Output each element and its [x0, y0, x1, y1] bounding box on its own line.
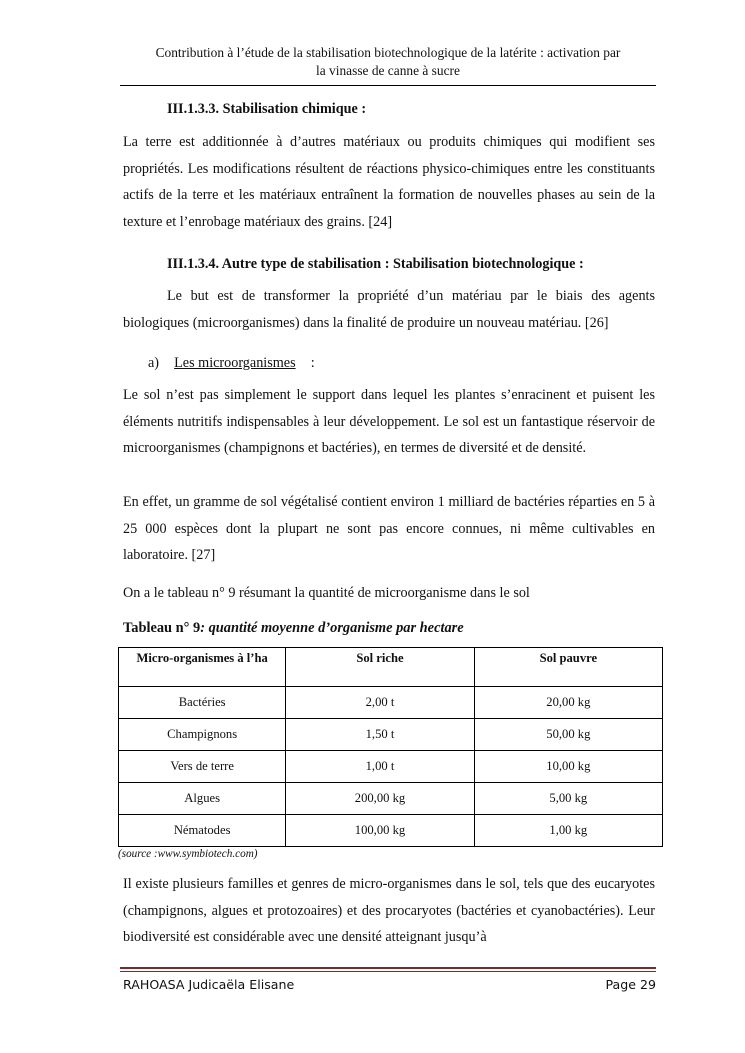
section-heading-stabilisation-biotechnologique: III.1.3.4. Autre type de stabilisation : Stabilisation biotechnologique :: [167, 256, 584, 272]
microorganism-table: [118, 647, 663, 847]
table-cell: Champignons: [119, 719, 286, 751]
column-header-sol-riche: Sol riche: [286, 648, 474, 687]
subsection-marker: a): [148, 355, 160, 371]
table-cell: 20,00 kg: [474, 687, 662, 719]
paragraph-stabilisation-chimique: La terre est additionnée à d’autres matériaux ou produits chimiques qui modifient ses propriétés. Les modifications résultent de réactions physico-chimiques entre les constituants actifs de la terre et les matériaux entraînent la formation de nouvelles phases au sein de la texture et l’enrobage matériaux des grains. [24]: [123, 134, 655, 230]
table-cell: 50,00 kg: [474, 719, 662, 751]
paragraph-familles-microorganismes: Il existe plusieurs familles et genres de micro-organismes dans le sol, tels que des eucaryotes (champignons, algues et protozoaires) et des procaryotes (bactéries et cyanobactéries). Leur biodiversité est considérable avec une densité atteignant jusqu’à: [123, 876, 655, 946]
table-cell: Bactéries: [119, 687, 286, 719]
table-cell: 1,00 t: [286, 751, 474, 783]
table-row: [119, 783, 663, 815]
running-header: [118, 44, 658, 80]
running-header-line-2: la vinasse de canne à sucre: [316, 63, 460, 78]
table-row: [119, 719, 663, 751]
table-cell: 100,00 kg: [286, 815, 474, 847]
subsection-title: Les microorganismes: [174, 355, 296, 371]
paragraph-stabilisation-biotechnologique: Le but est de transformer la propriété d’un matériau par le biais des agents biologiques (microorganismes) dans la finalité de produire un nouveau matériau. [26]: [123, 288, 655, 331]
table-caption-label: Tableau n° 9: [123, 620, 201, 636]
footer-rule-thick: [120, 967, 656, 969]
table-caption: [123, 620, 464, 637]
paragraph-sol-reservoir: Le sol n’est pas simplement le support dans lequel les plantes s’enracinent et puisent les éléments nutritifs indispensables à leur développement. Le sol est un fantastique réservoir de microorganismes (champignons et bactéries), en termes de diversité et de densité.: [123, 387, 655, 457]
table-header-row: [119, 648, 663, 687]
column-header-microorganismes: Micro-organismes à l’ha: [119, 648, 286, 687]
table-cell: 10,00 kg: [474, 751, 662, 783]
paragraph-tableau-intro: On a le tableau n° 9 résumant la quantité de microorganisme dans le sol: [123, 585, 530, 601]
footer-page-number: Page 29: [605, 977, 656, 992]
table-row: [119, 815, 663, 847]
table-cell: 200,00 kg: [286, 783, 474, 815]
running-header-line-1: Contribution à l’étude de la stabilisation biotechnologique de la latérite : activation par: [155, 45, 621, 60]
table-cell: 1,00 kg: [474, 815, 662, 847]
table-cell: Nématodes: [119, 815, 286, 847]
paragraph-gramme-de-sol: En effet, un gramme de sol végétalisé contient environ 1 milliard de bactéries réparties en 5 à 25 000 espèces dont la plupart ne sont pas encore connues, ni même cultivables en laboratoire. [27]: [123, 494, 655, 564]
table-row: [119, 687, 663, 719]
subsection-heading-microorganismes: [148, 355, 315, 372]
table-source: (source :www.symbiotech.com): [118, 848, 258, 860]
column-header-sol-pauvre: Sol pauvre: [474, 648, 662, 687]
table-cell: Vers de terre: [119, 751, 286, 783]
table-row: [119, 751, 663, 783]
footer-rule-thin: [120, 971, 656, 972]
section-heading-stabilisation-chimique: III.1.3.3. Stabilisation chimique :: [167, 101, 367, 117]
header-rule: [120, 85, 656, 86]
table-cell: 2,00 t: [286, 687, 474, 719]
subsection-colon: :: [310, 355, 315, 371]
footer-author: RAHOASA Judicaëla Elisane: [123, 977, 295, 992]
table-caption-text: : quantité moyenne d’organisme par hectare: [200, 620, 464, 636]
table-cell: 5,00 kg: [474, 783, 662, 815]
table-cell: Algues: [119, 783, 286, 815]
table-cell: 1,50 t: [286, 719, 474, 751]
